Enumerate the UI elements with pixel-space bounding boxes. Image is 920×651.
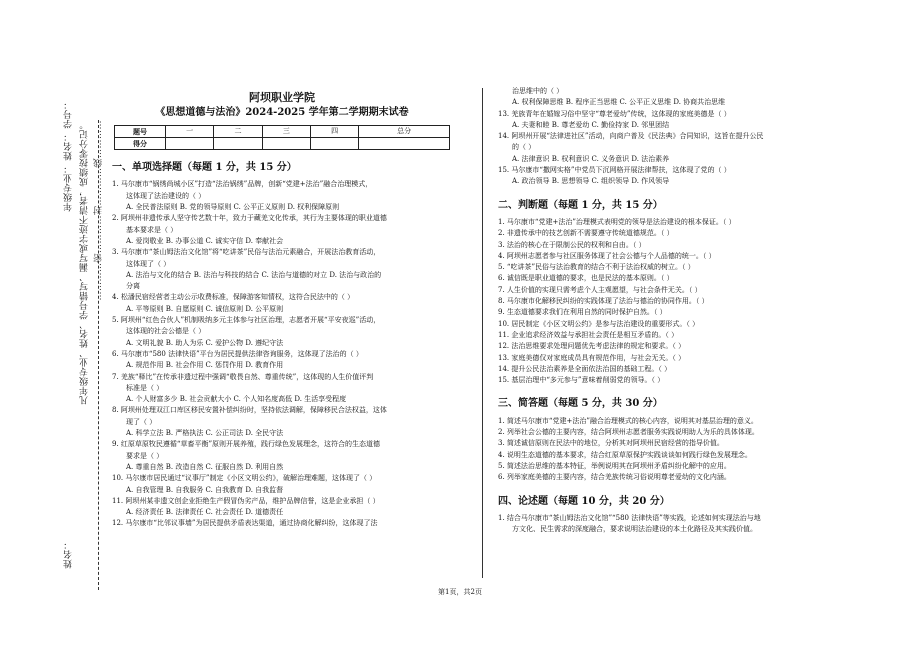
question-options: A. 尊重自然 B. 改造自然 C. 征服自然 D. 利用自然: [126, 462, 284, 471]
question-text: 2. 阿坝州非遗传承人坚守传艺数十年，致力于藏羌文化传承，其行为主要体现的职业道德: [112, 214, 387, 223]
margin-warning-text: 凡年级专业、姓名、学号错写、漏写或字迹不清者，成绩按零分记。: [80, 120, 90, 405]
score-table: [114, 125, 450, 151]
margin-name-label: 姓名：: [64, 540, 74, 569]
right-column: [498, 86, 858, 535]
question-text: 6. 马尔康市“580 法律快语”平台为居民提供法律咨询服务，这体现了法治的（ ）: [112, 349, 363, 358]
question-options: A. 爱岗敬业 B. 办事公道 C. 诚实守信 D. 奉献社会: [126, 236, 284, 245]
judgement-item: 8. 马尔康市化解移民纠纷的实践体现了法治与德治的协同作用。（ ）: [498, 297, 709, 306]
question-text: 9. 红原草原牧民遵循“草畜平衡”原则开展养殖，践行绿色发展理念，这符合的生态道德: [112, 440, 381, 449]
judgement-item: 1. 马尔康市“党建+法治”治理模式表明党的领导是法治建设的根本保证。（ ）: [498, 217, 736, 226]
question-continuation: 标准是（ ）: [126, 383, 164, 392]
margin-seal-line-text: …………密…………封…………线…………: [94, 120, 104, 301]
score-cell: 总分: [359, 125, 450, 137]
question-options: A. 科学立法 B. 严格执法 C. 公正司法 D. 全民守法: [126, 429, 284, 438]
short-answer-item: 4. 说明生态道德的基本要求，结合红原草原保护实践谈谈如何践行绿色发展理念。: [498, 450, 752, 459]
score-table-score-row: [115, 137, 450, 149]
score-cell: 四: [310, 125, 358, 137]
short-answer-item: 1. 简述马尔康市“党建+法治”融合治理模式的核心内容，说明其对基层治理的意义。: [498, 416, 758, 425]
question-continuation: 的（ ）: [512, 143, 536, 152]
section1-questions-cont: [498, 109, 858, 188]
section-heading: 一、单项选择题（每题 1 分，共 15 分）: [112, 162, 297, 174]
question-text: 4. 松潘民宿经营者主动公示收费标准，保障游客知情权，这符合民法中的（ ）: [112, 293, 355, 302]
question-continuation: 治思维中的（ ）: [512, 87, 564, 95]
score-cell[interactable]: [310, 137, 358, 149]
score-table-header-row: [115, 125, 450, 137]
score-cell[interactable]: [359, 137, 450, 149]
question-continuation: 基本要求是（ ）: [126, 225, 178, 234]
judgement-item: 11. 企业追求经济效益与承担社会责任是相互矛盾的。（ ）: [498, 330, 679, 339]
short-answer-item: 6. 列举家庭美德的主要内容，结合羌族传统习俗说明尊老爱幼的文化内涵。: [498, 473, 731, 482]
judgement-item: 9. 生态道德要求我们在利用自然的同时保护自然。（ ）: [498, 308, 667, 317]
judgement-item: 2. 非遗传承中的技艺创新不需要遵守传统道德规范。（ ）: [498, 229, 674, 238]
exam-title: 《思想道德与法治》2024-2025 学年第二学期期末试卷: [155, 107, 409, 119]
judgement-item: 7. 人生价值的实现只需考虑个人主观愿望，与社会条件无关。（ ）: [498, 285, 702, 294]
question-text: 10. 马尔康市居民通过“议事厅”制定《小区文明公约》，破解治理难题，这体现了（ ）: [112, 474, 377, 483]
question-continuation: 要求是（ ）: [126, 451, 164, 460]
short-answer-item: 2. 列举社会公德的主要内容，结合阿坝州志愿者服务实践说明助人为乐的具体体现。: [498, 428, 759, 437]
score-cell: 题号: [115, 125, 166, 137]
question-options: A. 经济责任 B. 法律责任 C. 社会责任 D. 道德责任: [126, 508, 284, 517]
question-options: A. 全民普法原则 B. 党的领导原则 C. 公平正义原则 D. 权利保障原则: [126, 203, 340, 212]
section-heading: 三、简答题（每题 5 分，共 30 分）: [498, 398, 663, 410]
section-heading: 二、判断题（每题 1 分，共 15 分）: [498, 199, 663, 211]
score-cell: 三: [262, 125, 310, 137]
judgement-item: 4. 阿坝州志愿者参与社区服务体现了社会公德与个人品德的统一。（ ）: [498, 251, 716, 260]
question-options: A. 个人财富多少 B. 社会贡献大小 C. 个人知名度高低 D. 生活享受程度: [126, 395, 347, 404]
school-name: 阿坝职业学院: [249, 91, 315, 104]
page-footer: 第1页，共2页: [438, 588, 482, 596]
question-options: A. 规范作用 B. 社会作用 C. 惩罚作用 D. 教育作用: [126, 361, 284, 370]
question-options: A. 法治与文化的结合 B. 法治与科技的结合 C. 法治与道德的对立 D. 法治与政治的: [126, 270, 382, 279]
column-divider: [482, 88, 483, 578]
question-continuation: 这体现了法治建设的（ ）: [126, 191, 206, 200]
question-text: 8. 阿坝州处理双江口库区移民安置补偿纠纷时，坚持依法调解，保障移民合法权益，这体: [112, 406, 387, 415]
question-text: 15. 马尔康市“撒网实格”中党员下沉网格开展法律帮扶，这体现了党的（ ）: [498, 166, 731, 175]
section1-questions: [112, 179, 452, 529]
question-options: A. 权利保障思维 B. 程序正当思维 C. 公平正义思维 D. 协商共治思维: [512, 98, 726, 107]
question-options: A. 文明礼貌 B. 助人为乐 C. 爱护公物 D. 遵纪守法: [126, 338, 284, 347]
question-text: 5. 阿坝州“红色合伙人”机制吸纳多元主体参与社区治理，志愿者开展“平安夜巡”活动，: [112, 316, 381, 325]
judgement-item: 13. 家庭美德仅对家庭成员具有规范作用，与社会无关。（ ）: [498, 353, 686, 362]
left-column: [112, 92, 452, 530]
judgement-item: 6. 诚信既是职业道德的要求，也是民法的基本原则。（ ）: [498, 274, 674, 283]
score-cell: 一: [166, 125, 214, 137]
score-cell[interactable]: [214, 137, 262, 149]
essay-item: 1. 结合马尔康市“茶山姆法治文化馆”“580 法律快语”等实践，论述如何实现法治与地: [498, 513, 761, 522]
question-options: 分离: [126, 282, 140, 291]
question-text: 1. 马尔康市“锅绣尚城小区”打造“法治锅绣”品牌，创新“党建+法治”融合治理模式，: [112, 180, 373, 189]
score-cell: 二: [214, 125, 262, 137]
judgement-item: 10. 居民制定《小区文明公约》是参与法治建设的重要形式。（ ）: [498, 319, 700, 328]
question-options: A. 政治领导 B. 思想领导 C. 组织领导 D. 作风领导: [512, 177, 670, 186]
question-options: A. 法律意识 B. 权利意识 C. 义务意识 D. 法治素养: [512, 154, 670, 163]
question-text: 11. 阿坝州某非遗文创企业拒绝生产假冒伪劣产品，维护品牌信誉，这是企业承担（ ）: [112, 496, 380, 505]
question-text: 14. 阿坝州开展“法律进社区”活动，向商户普及《民法典》合同知识，这旨在提升公民: [498, 132, 764, 141]
seal-line: [98, 120, 99, 590]
question-text: 7. 羌族“释比”在传承非遗过程中强调“敬畏自然、尊重传统”，这体现的人生价值评判: [112, 372, 374, 381]
question-options: A. 自我管理 B. 自我服务 C. 自我教育 D. 自我监督: [126, 485, 284, 494]
section2-items: [498, 217, 858, 386]
question-text: 12. 马尔康市“比邻议事墙”为居民提供矛盾表达渠道，通过协商化解纠纷，这体现了法: [112, 519, 378, 528]
question-continuation: 这体现的社会公德是（ ）: [126, 327, 206, 336]
essay-item-continuation: 方文化、民生需求的深度融合，要求说明法治建设的本土化路径及其实践价值。: [512, 525, 757, 534]
score-cell[interactable]: [166, 137, 214, 149]
question-text: 13. 羌族青年在婚嫁习俗中坚守“尊老爱幼”传统，这体现的家庭美德是（ ）: [498, 109, 731, 118]
question-continuation: 这体现了（ ）: [126, 259, 171, 268]
margin-student-info: 年级专业： 姓名： 学号：: [64, 100, 74, 212]
judgement-item: 12. 法治思维要求处理问题优先考虑法律的规定和要求。（ ）: [498, 342, 686, 351]
question-options: A. 平等原则 B. 自愿原则 C. 诚信原则 D. 公平原则: [126, 304, 284, 313]
question-options: A. 夫妻和睦 B. 尊老爱幼 C. 勤俭持家 D. 邻里团结: [512, 120, 670, 129]
section4-items: [498, 513, 858, 536]
judgement-item: 14. 提升公民法治素养是全面依法治国的基础工程。（ ）: [498, 364, 672, 373]
judgement-item: 15. 基层治理中“多元参与”意味着削弱党的领导。（ ）: [498, 376, 665, 385]
question-text: 3. 马尔康市“茶山姆法治文化馆”将“吃讲茶”民俗与法治元素融合，开展法治教育活动，: [112, 248, 381, 257]
judgement-item: 5. “吃讲茶”民俗与法治教育的结合不利于法治权威的树立。（ ）: [498, 263, 695, 272]
short-answer-item: 3. 简述诚信原则在民法中的地位，分析其对阿坝州民宿经营的指导价值。: [498, 439, 724, 448]
score-cell: 得分: [115, 137, 166, 149]
short-answer-item: 5. 简述法治思维的基本特征，举例说明其在阿坝州矛盾纠纷化解中的应用。: [498, 461, 731, 470]
score-cell[interactable]: [262, 137, 310, 149]
section-heading: 四、论述题（每题 10 分，共 20 分）: [498, 495, 670, 507]
judgement-item: 3. 法治的核心在于限制公民的权利和自由。（ ）: [498, 240, 646, 249]
question-continuation: 现了（ ）: [126, 417, 157, 426]
section3-items: [498, 416, 858, 484]
